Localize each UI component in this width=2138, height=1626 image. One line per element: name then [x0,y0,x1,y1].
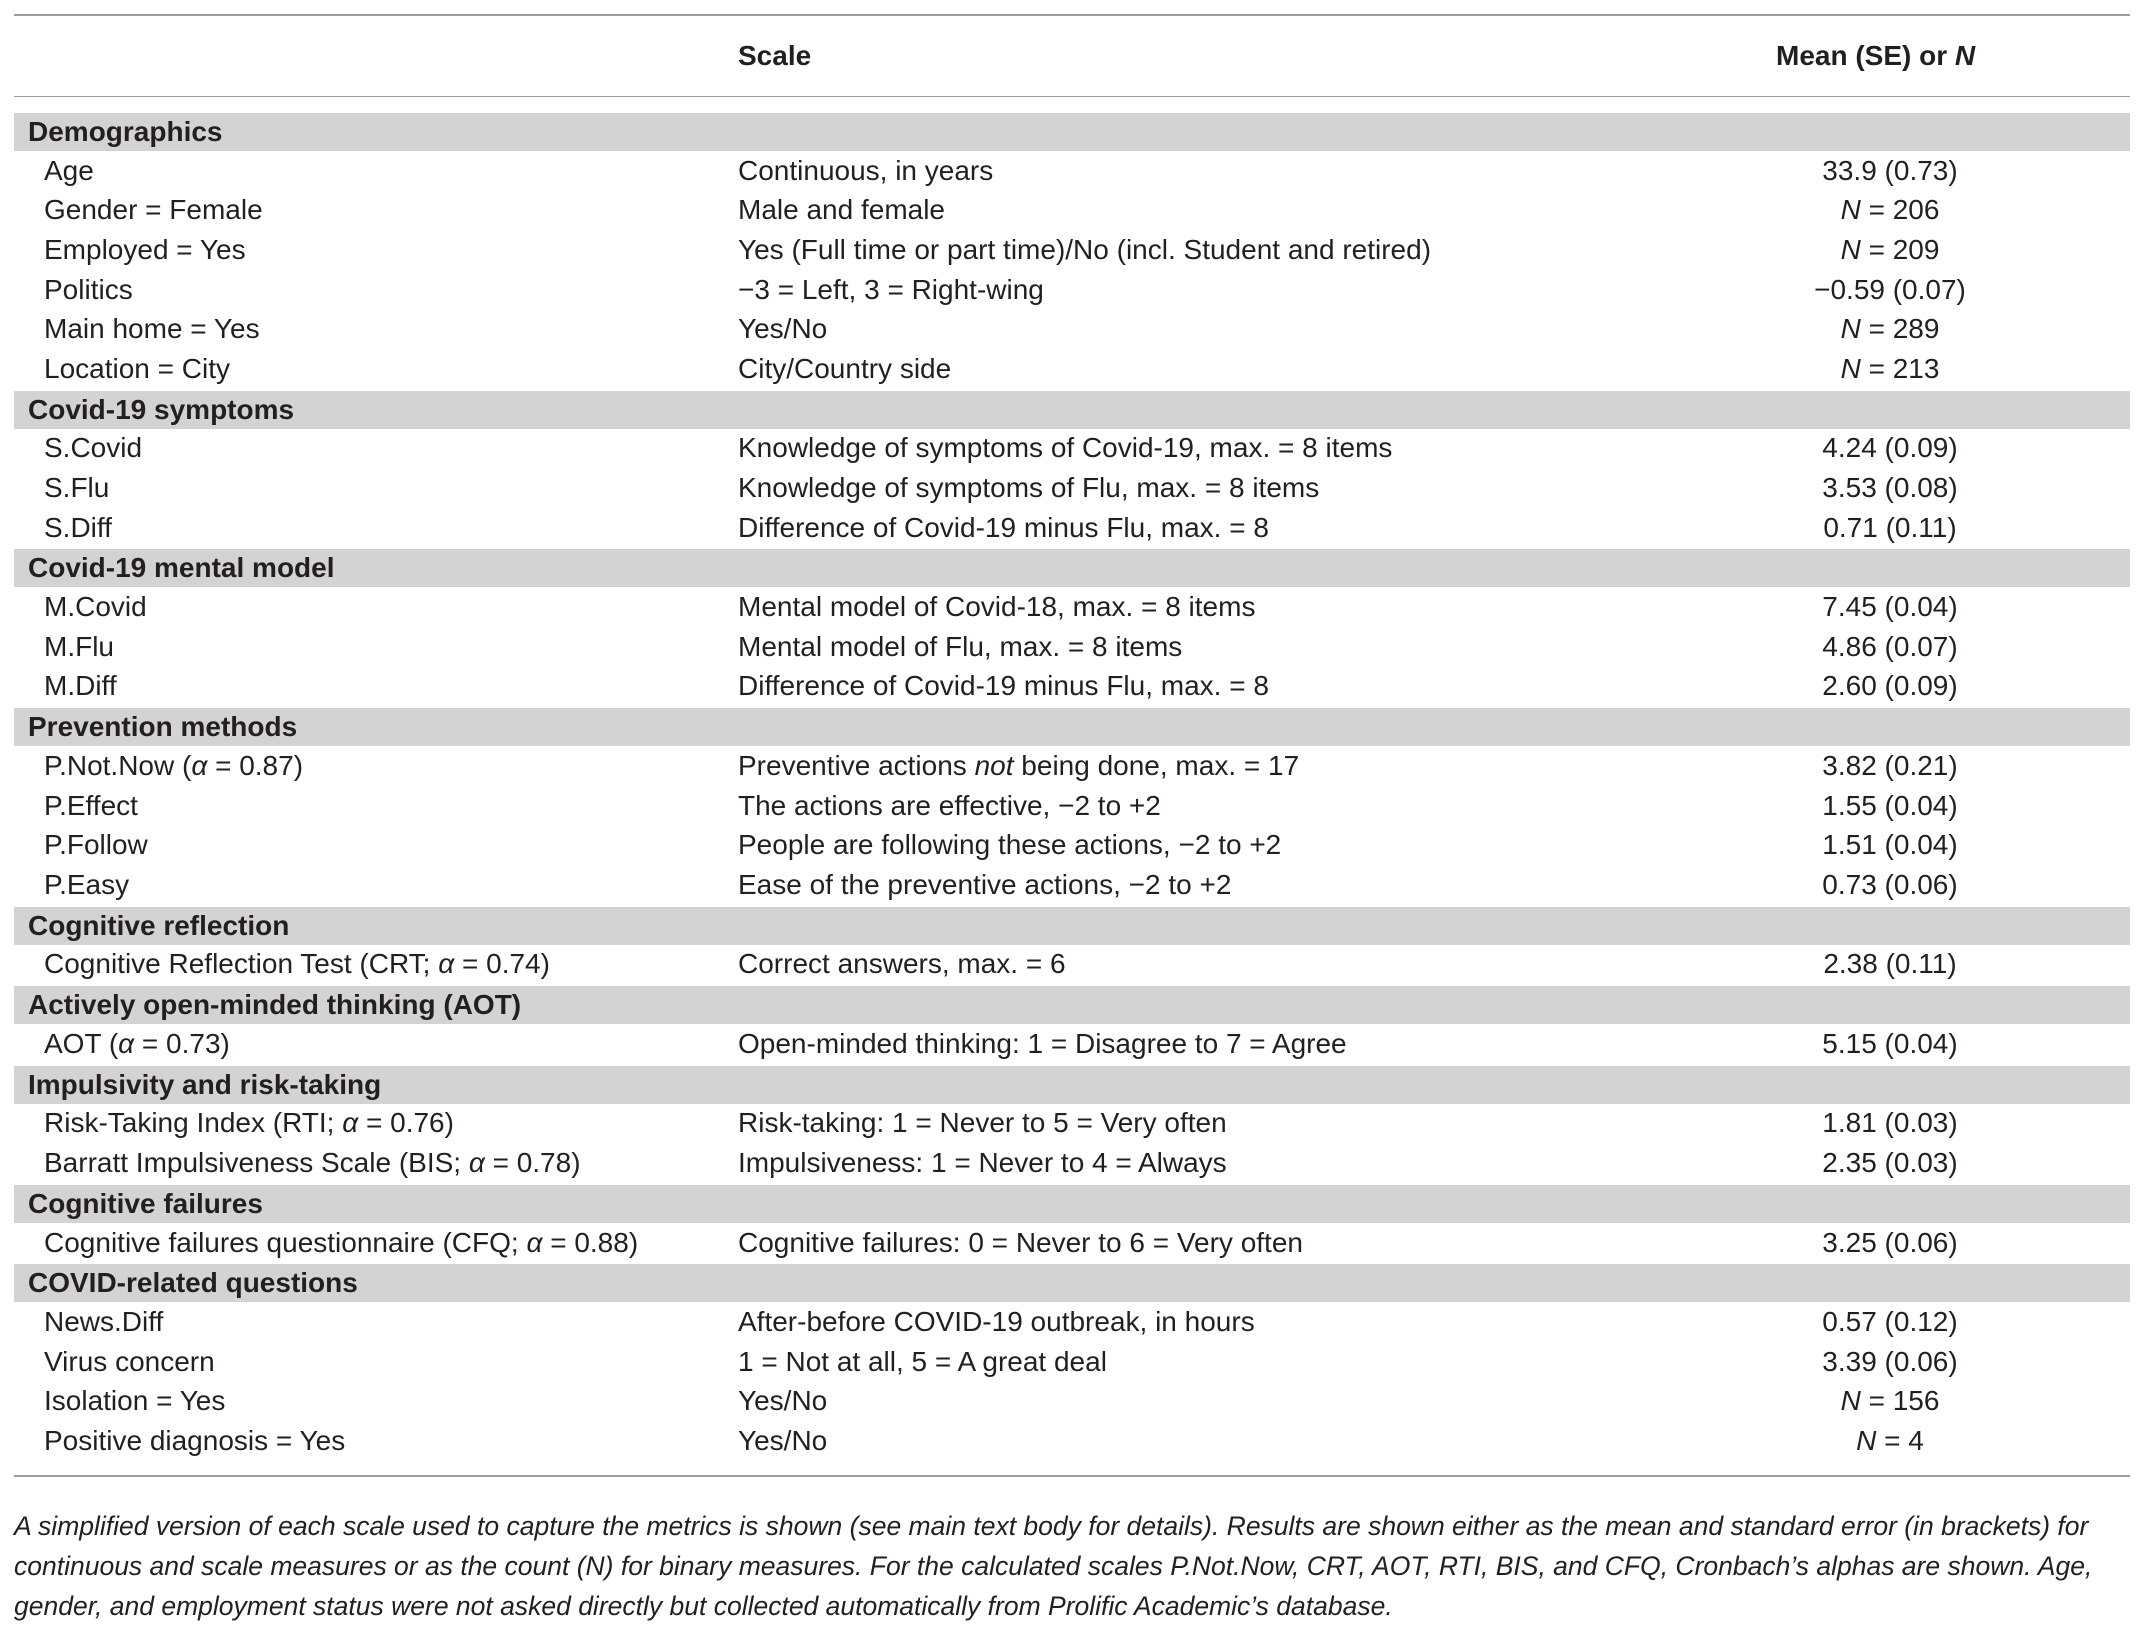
mean-value: N = 156 [1840,1385,1940,1417]
header-divider [14,97,2130,113]
table-row [14,1024,2130,1065]
scale-description: Difference of Covid-19 minus Flu, max. = 8 [738,670,1269,702]
section-header-row [14,1263,2130,1302]
measure-name: Risk-Taking Index (RTI; α = 0.76) [44,1107,454,1139]
mean-value-cell [1730,746,2130,786]
results-table [14,16,2130,1461]
mean-value-cell [1730,1382,2130,1422]
scale-description: Mental model of Flu, max. = 8 items [738,630,1183,662]
mean-value-cell [1730,191,2130,231]
measure-name: P.Effect [44,789,138,821]
measure-name: Employed = Yes [44,233,246,265]
mean-value-cell [1730,825,2130,865]
count-symbol: N [1840,233,1861,265]
section-header-row [14,390,2130,429]
mean-value: 2.60 (0.09) [1822,670,1958,702]
mean-value-cell [1730,627,2130,667]
section-title: Covid-19 mental model [14,548,2130,587]
mean-value-cell [1730,1223,2130,1264]
table-row [14,1223,2130,1264]
emphasis-not: not [974,749,1014,781]
measure-name: S.Flu [44,471,110,503]
scale-description: Ease of the preventive actions, −2 to +2 [738,868,1232,900]
bottom-rule [14,1475,2130,1477]
mean-value: 2.38 (0.11) [1823,948,1957,980]
table-body [14,97,2130,1461]
count-symbol: N [1840,352,1861,384]
measure-name: News.Diff [44,1306,164,1338]
mean-value-cell [1730,786,2130,826]
results-table-container [14,14,2130,1477]
mean-value-cell [1730,468,2130,508]
table-row [14,1342,2130,1382]
mean-value: 33.9 (0.73) [1822,154,1958,186]
header-scale: Scale [738,40,812,71]
mean-value-cell [1730,667,2130,708]
table-row [14,1421,2130,1461]
mean-value: 0.73 (0.06) [1822,868,1958,900]
scale-description: Yes/No [738,1425,828,1457]
alpha-symbol: α [526,1226,543,1258]
measure-name: Barratt Impulsiveness Scale (BIS; α = 0.78) [44,1147,581,1179]
mean-value: N = 209 [1840,233,1940,265]
measure-name: M.Diff [44,670,117,702]
mean-value: 3.82 (0.21) [1822,749,1958,781]
mean-value-cell [1730,1024,2130,1065]
section-title: Demographics [14,112,2130,151]
mean-value-cell [1730,1104,2130,1144]
table-row [14,309,2130,349]
mean-value-cell [1730,1342,2130,1382]
mean-value: 5.15 (0.04) [1822,1027,1958,1059]
measure-name: M.Covid [44,591,147,623]
section-header-row [14,112,2130,151]
table-row [14,786,2130,826]
alpha-symbol: α [191,749,208,781]
section-title: Prevention methods [14,707,2130,746]
measure-name: AOT (α = 0.73) [44,1027,230,1059]
mean-value: N = 4 [1856,1425,1924,1457]
alpha-symbol: α [342,1107,359,1139]
table-row [14,468,2130,508]
measure-name: Virus concern [44,1345,215,1377]
mean-value-cell [1730,1421,2130,1461]
measure-name: P.Not.Now (α = 0.87) [44,749,304,781]
measure-name: S.Covid [44,432,143,464]
section-title: Covid-19 symptoms [14,390,2130,429]
table-header-row [14,16,2130,97]
measure-name: M.Flu [44,630,114,662]
count-symbol: N [1840,194,1861,226]
scale-description: Preventive actions not being done, max. = 17 [738,749,1300,781]
measure-name: Main home = Yes [44,313,260,345]
measure-name: P.Easy [44,868,130,900]
mean-value: 1.55 (0.04) [1822,789,1958,821]
mean-value: 4.86 (0.07) [1822,630,1958,662]
scale-description: The actions are effective, −2 to +2 [738,789,1161,821]
mean-value-cell [1730,1302,2130,1342]
section-header-row [14,707,2130,746]
table-row [14,429,2130,469]
measure-name: Cognitive failures questionnaire (CFQ; α = 0.88) [44,1226,639,1258]
table-row [14,746,2130,786]
mean-value: 0.57 (0.12) [1822,1306,1958,1338]
measure-name: Positive diagnosis = Yes [44,1425,346,1457]
count-symbol: N [1840,313,1861,345]
mean-value: 2.35 (0.03) [1822,1147,1958,1179]
mean-value-cell [1730,349,2130,390]
header-mean [1730,16,2130,97]
scale-description: Impulsiveness: 1 = Never to 4 = Always [738,1147,1227,1179]
table-row [14,508,2130,549]
table-row [14,825,2130,865]
scale-description: Knowledge of symptoms of Flu, max. = 8 items [738,471,1320,503]
count-symbol: N [1856,1425,1877,1457]
scale-description: Open-minded thinking: 1 = Disagree to 7 = Agree [738,1027,1347,1059]
mean-value: 3.25 (0.06) [1822,1226,1958,1258]
table-row [14,1302,2130,1342]
scale-description: 1 = Not at all, 5 = A great deal [738,1345,1107,1377]
scale-description: Mental model of Covid-18, max. = 8 items [738,591,1256,623]
section-title: Cognitive reflection [14,906,2130,945]
table-row [14,1382,2130,1422]
section-title: Actively open-minded thinking (AOT) [14,985,2130,1024]
mean-value: 0.71 (0.11) [1823,511,1957,543]
scale-description: City/Country side [738,352,952,384]
mean-value: 3.53 (0.08) [1822,471,1958,503]
mean-value-cell [1730,151,2130,191]
scale-description: Difference of Covid-19 minus Flu, max. = 8 [738,511,1269,543]
measure-name: P.Follow [44,829,148,861]
scale-description: Yes/No [738,313,828,345]
mean-value-cell [1730,429,2130,469]
scale-description: After-before COVID-19 outbreak, in hours [738,1306,1255,1338]
section-header-row [14,906,2130,945]
scale-description: Yes (Full time or part time)/No (incl. Student and retired) [738,233,1432,265]
mean-value-cell [1730,230,2130,270]
mean-value: N = 206 [1840,194,1940,226]
mean-value-cell [1730,508,2130,549]
count-symbol: N [1840,1385,1861,1417]
table-row [14,1143,2130,1184]
mean-value-cell [1730,865,2130,906]
section-header-row [14,1065,2130,1104]
table-row [14,230,2130,270]
table-row [14,945,2130,986]
section-header-row [14,985,2130,1024]
mean-value-cell [1730,945,2130,986]
table-row [14,865,2130,906]
mean-value-cell [1730,309,2130,349]
scale-description: Knowledge of symptoms of Covid-19, max. = 8 items [738,432,1393,464]
table-row [14,627,2130,667]
scale-description: People are following these actions, −2 to +2 [738,829,1282,861]
measure-name: Cognitive Reflection Test (CRT; α = 0.74) [44,948,550,980]
header-item [14,16,738,97]
alpha-symbol: α [438,948,455,980]
mean-value: 7.45 (0.04) [1822,591,1958,623]
table-row [14,151,2130,191]
table-row [14,1104,2130,1144]
table-row [14,270,2130,310]
scale-description: Risk-taking: 1 = Never to 5 = Very often [738,1107,1227,1139]
table-row [14,349,2130,390]
mean-value-cell [1730,270,2130,310]
section-header-row [14,548,2130,587]
mean-value: 4.24 (0.09) [1822,432,1958,464]
table-footnote: A simplified version of each scale used to capture the metrics is shown (see main text body for details). Results are shown either as the mean and standard error (in brackets) for continuous and scale measures or as the count (N) for binary measures. For the calculated scales P.Not.Now, CRT, AOT, RTI, BIS, and CFQ, Cronbach’s alphas are shown. Age, gender, and employment status were not asked directly but collected automatically from Prolific Academic’s database. [14,1511,2093,1621]
header-mean-n: N [1954,40,1976,71]
mean-value: N = 289 [1840,313,1940,345]
alpha-symbol: α [118,1027,135,1059]
measure-name: Isolation = Yes [44,1385,226,1417]
measure-name: Age [44,154,94,186]
measure-name: Gender = Female [44,194,263,226]
measure-name: S.Diff [44,511,112,543]
scale-description: −3 = Left, 3 = Right-wing [738,273,1044,305]
scale-description: Correct answers, max. = 6 [738,948,1066,980]
header-mean-prefix: Mean (SE) or [1776,40,1955,71]
scale-description: Continuous, in years [738,154,994,186]
table-row [14,667,2130,708]
mean-value: −0.59 (0.07) [1814,273,1966,305]
mean-value: N = 213 [1840,352,1940,384]
table-row [14,191,2130,231]
header-divider-row [14,97,2130,113]
scale-description: Cognitive failures: 0 = Never to 6 = Very often [738,1226,1303,1258]
section-title: Cognitive failures [14,1184,2130,1223]
mean-value-cell [1730,1143,2130,1184]
alpha-symbol: α [468,1147,485,1179]
mean-value: 1.81 (0.03) [1822,1107,1958,1139]
scale-description: Yes/No [738,1385,828,1417]
table-row [14,587,2130,627]
scale-description: Male and female [738,194,946,226]
mean-value: 3.39 (0.06) [1822,1345,1958,1377]
section-header-row [14,1184,2130,1223]
measure-name: Politics [44,273,133,305]
section-title: COVID-related questions [14,1263,2130,1302]
mean-value-cell [1730,587,2130,627]
mean-value: 1.51 (0.04) [1822,829,1958,861]
measure-name: Location = City [44,352,230,384]
section-title: Impulsivity and risk-taking [14,1065,2130,1104]
